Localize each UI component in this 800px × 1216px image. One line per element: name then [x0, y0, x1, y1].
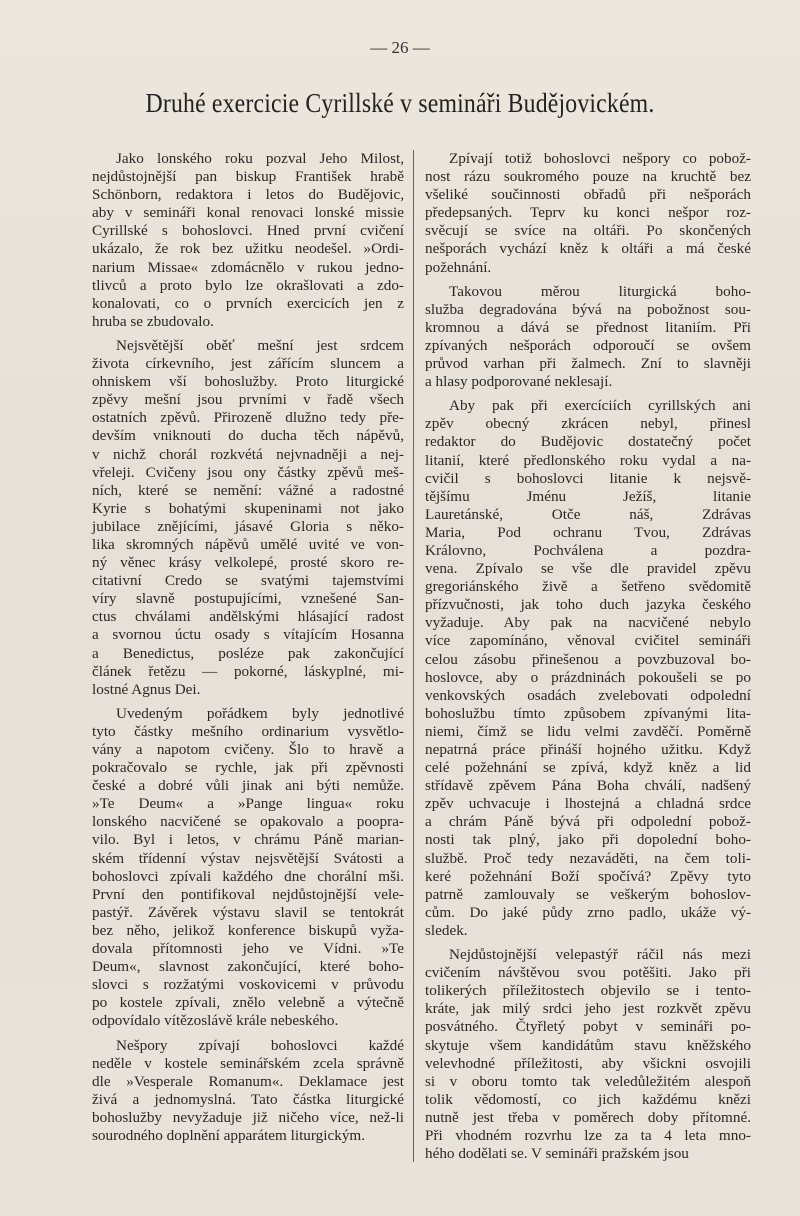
- text-line: ctus chválami andělskými hlásající radost: [92, 608, 404, 626]
- text-line: dle »Vesperale Romanum«. Deklamace jest: [92, 1072, 404, 1090]
- text-line: služba degradována bývá na pobožnost sou-: [425, 300, 751, 318]
- text-line: pastýř. Závěrek výstavu slavil se tentokrát: [92, 903, 404, 921]
- text-line: střídavě zpěvem Pána Boha chválí, nadšený: [425, 777, 751, 795]
- text-line: tolikerých příležitostech objevilo se i tento-: [425, 982, 751, 1000]
- text-line: víry slavně postupujícími, vznešené San-: [92, 590, 404, 608]
- text-line: gregoriánského živě a šetřeno svědomitě: [425, 578, 751, 596]
- text-line: Nejdůstojnější velepastýř ráčil nás mezi: [449, 946, 751, 964]
- text-line: konalovati, co o prvních exercicích jen z: [92, 294, 404, 312]
- text-line: ostatních zpěvů. Přirozeně dlužno tedy pře-: [92, 409, 404, 427]
- text-line: narium Missae« zdomácnělo v rukou jedno-: [92, 258, 404, 276]
- text-line: První den pontifikoval nejdůstojnější vele-: [92, 885, 404, 903]
- text-line: Nejsvětější oběť mešní jest srdcem: [116, 336, 404, 354]
- text-line: lonského nacvičené se opakovalo a poopra-: [92, 813, 404, 831]
- text-line: nejdůstojnější pan biskup František hrabě: [92, 168, 404, 186]
- text-line: neděle v kostele seminářském zcela správně: [92, 1054, 404, 1072]
- column-divider: [413, 150, 414, 1162]
- text-line: nešporách vychází kněz k oltáři a má české: [425, 240, 751, 258]
- text-line: a svornou úctu osady s vítajícím Hosanna: [92, 626, 404, 644]
- text-line: službě. Proč tedy nezaváděti, na čem toli-: [425, 849, 751, 867]
- text-line: Aby pak při exercíciích cyrillských ani: [449, 397, 751, 415]
- text-line: lostné Agnus Dei.: [92, 680, 201, 698]
- text-line: svěcují se svíce na oltáři. Po skončených: [425, 222, 751, 240]
- text-line: po kostele zpívali, znělo velebně a výtečně: [92, 994, 404, 1012]
- text-line: zpívaných nešporách odporoučí se ovšem: [425, 336, 751, 354]
- text-line: Maria, Pod ochranu Tvou, Zdrávas: [425, 523, 751, 541]
- text-line: vřeleji. Cvičeny jsou ony částky zpěvů meš-: [92, 463, 404, 481]
- text-line: sledek.: [425, 921, 468, 939]
- text-line: a chrám Páně bývá při odpolední pobož-: [425, 813, 751, 831]
- page-number: — 26 —: [370, 38, 430, 57]
- text-line: slovci s rozžatými voskovicemi v průvodu: [92, 976, 404, 994]
- text-line: kromnou a dává se přednost litaniím. Při: [425, 318, 751, 336]
- paragraph: [92, 337, 404, 699]
- text-line: tějšímu Jménu Ježíš, litanie: [425, 487, 751, 505]
- text-line: redaktor do Budějovic dostatečný počet: [425, 433, 751, 451]
- text-line: více zapomínáno, věnoval cvičitel semináři: [425, 632, 751, 650]
- text-line: »Te Deum« a »Pange lingua« roku: [92, 795, 404, 813]
- text-line: jubilace znějícími, jásavé Gloria s něko-: [92, 517, 404, 535]
- text-line: zpěv uchvacuje i lhostejná a chladná srdce: [425, 795, 751, 813]
- text-line: venkovských osadách zvelebovati odpolední: [425, 686, 751, 704]
- text-line: přízvučnosti, jak toho duch jazyka českého: [425, 596, 751, 614]
- text-line: článek řetězu — pokorné, láskyplné, mi-: [92, 662, 404, 680]
- text-line: velevhodné příležitosti, aby všickni osvojili: [425, 1054, 751, 1072]
- text-line: tyto částky mešního ordinarium vysvětlo-: [92, 722, 404, 740]
- text-line: vyžaduje. Aby pak na nacvičené nebylo: [425, 614, 751, 632]
- text-line: české a dobré vůli jinak ani býti nemůže.: [92, 777, 404, 795]
- article-title: Druhé exercicie Cyrillské v semináři Budějovickém.: [145, 88, 655, 118]
- text-line: Takovou měrou liturgická boho-: [449, 282, 751, 300]
- text-line: zpěvy mešní jsou prvními v řadě všech: [92, 391, 404, 409]
- text-line: si v oboru tomto tak veledůležitém alespoň: [425, 1072, 751, 1090]
- text-line: zpěv obecný zkrácen nebyl, přinesl: [425, 415, 751, 433]
- text-line: kráte, jak milý srdci jeho jest rozkvět zpěvu: [425, 1000, 751, 1018]
- text-line: a Benedictus, posléze pak zakončující: [92, 644, 404, 662]
- text-line: požehnání.: [425, 258, 492, 276]
- text-line: předepsaných. Teprv ku konci nešpor roz-: [425, 204, 751, 222]
- text-line: Při vhodném rozvrhu lze za ta 4 leta mno-: [425, 1126, 751, 1144]
- text-line: vilo. Byl i letos, v chrámu Páně marian-: [92, 831, 404, 849]
- text-line: ukázalo, že rok bez užitku neodešel. »Ordi-: [92, 240, 404, 258]
- paragraph: [425, 150, 751, 277]
- text-line: tlivců a proto bylo lze okrašlovati a zdo-: [92, 276, 404, 294]
- text-line: nepatrná práce přináší hojného užitku. Když: [425, 741, 751, 758]
- text-line: ohniskem vší bohoslužby. Proto liturgické: [92, 373, 404, 391]
- text-line: Schönborn, redaktora i letos do Budějovic,: [92, 186, 404, 204]
- text-line: Zpívají totiž bohoslovci nešpory co pobož-: [449, 150, 751, 167]
- text-line: Královno, Pochválena a pozdra-: [425, 541, 751, 559]
- text-line: celé požehnání se zpívá, když kněz a lid: [425, 759, 751, 777]
- text-line: hruba se zbudovalo.: [92, 312, 214, 330]
- text-line: celou zásobu přinešenou a povzbuzoval bo-: [425, 650, 751, 668]
- paragraph: [92, 150, 404, 331]
- text-line: všeliké součinnosti obřadů při nešporách: [425, 186, 751, 204]
- text-line: devším vniknouti do ducha těch nápěvů,: [92, 427, 404, 445]
- text-line: skytuje všem kandidátům stavu kněžského: [425, 1036, 751, 1054]
- text-line: hého dodělati se. V semináři pražském jsou: [425, 1145, 689, 1163]
- text-line: dovala přítomnosti jeho ve Vídni. »Te: [92, 940, 404, 958]
- text-line: bohoslovci zpívali každého dne chorální mši.: [92, 867, 404, 885]
- text-line: cvičením návštěvou svou potěšiti. Jako při: [425, 964, 751, 982]
- text-line: ný věnec krásy velkolepé, prosté skoro re-: [92, 554, 404, 572]
- paragraph: [92, 1037, 404, 1146]
- text-line: Nešpory zpívají bohoslovci každé: [116, 1036, 404, 1054]
- paragraph: [425, 946, 751, 1163]
- text-line: Deum«, slavnost zakončující, které boho-: [92, 958, 404, 976]
- text-line: průvod varhan při žalmech. Zní to slavněji: [425, 355, 751, 373]
- text-line: tolik vědomostí, co jich každému knězi: [425, 1090, 751, 1108]
- text-line: Cyrillské s bohoslovci. Hned první cvičení: [92, 222, 404, 240]
- text-line: niemi, čímž se lidu velmi zavděčí. Poměrně: [425, 722, 751, 740]
- paragraph: [92, 705, 404, 1031]
- text-line: litanií, které předlonského roku vydal a na-: [425, 451, 751, 469]
- text-line: Jako lonského roku pozval Jeho Milost,: [116, 150, 404, 167]
- text-line: Kyrie s bohatými skupeninami not jako: [92, 499, 404, 517]
- text-line: hoslovce, aby o prázdninách pokoušeli se po: [425, 668, 751, 686]
- text-line: vena. Zpívalo se vše dle pravidel zpěvu: [425, 560, 751, 578]
- text-line: v nichž chorál rozkvétá nejvnadněji a nej-: [92, 445, 404, 463]
- text-line: posvátného. Čtyřletý pobyt v semináři po-: [425, 1018, 751, 1036]
- text-line: ních, které se nemění: vážné a radostné: [92, 481, 404, 499]
- right-column: [425, 150, 751, 1163]
- text-line: Uvedeným pořádkem byly jednotlivé: [116, 704, 404, 722]
- text-line: ském třídenní výstav nejsvětější Svátosti a: [92, 849, 404, 867]
- text-line: sourodného doplnění apparátem liturgickým.: [92, 1126, 366, 1144]
- text-line: živá a jednomyslná. Tato částka liturgické: [92, 1090, 404, 1108]
- text-line: vány a napotom cvičeny. Šlo to hravě a: [92, 741, 404, 758]
- text-line: citativní Credo se svatými tajemstvími: [92, 572, 404, 590]
- text-line: Lauretánské, Otče náš, Zdrávas: [425, 505, 751, 523]
- text-line: cům. Do jaké půdy zrno padlo, ukáže vý-: [425, 903, 751, 921]
- text-line: a hlasy podporované neklesají.: [425, 373, 613, 391]
- text-line: lika skromných nápěvů umělé uvité ve von-: [92, 535, 404, 553]
- text-line: cvičil s bohoslovci litanie k nejsvě-: [425, 469, 751, 487]
- text-line: nosti tak plný, jako při dopolední boho-: [425, 831, 751, 849]
- text-line: pokračovalo se rychle, jak při zpěvnosti: [92, 759, 404, 777]
- paragraph: [425, 283, 751, 392]
- left-column: [92, 150, 404, 1145]
- text-line: bez něho, jelikož konference biskupů vyža-: [92, 921, 404, 939]
- text-line: aby v semináři konal renovaci lonské missie: [92, 204, 404, 222]
- text-line: keré požehnání Boží spočívá? Zpěvy tyto: [425, 867, 751, 885]
- text-line: nost rázu soukromého pouze na kruchtě bez: [425, 168, 751, 186]
- text-line: patrně zamlouvaly se veškerým bohoslov-: [425, 885, 751, 903]
- text-line: nutně jest třeba v poměrech doby přítomné.: [425, 1108, 751, 1126]
- text-line: života církevního, jest zářícím sluncem a: [92, 355, 404, 373]
- text-line: bohoslužbu tímto způsobem zpívanými lita-: [425, 704, 751, 722]
- text-line: odpovídalo vítězoslávě krále nebeského.: [92, 1012, 339, 1030]
- text-line: bohoslužby nevyžaduje již ničeho více, než-li: [92, 1108, 404, 1126]
- paragraph: [425, 397, 751, 940]
